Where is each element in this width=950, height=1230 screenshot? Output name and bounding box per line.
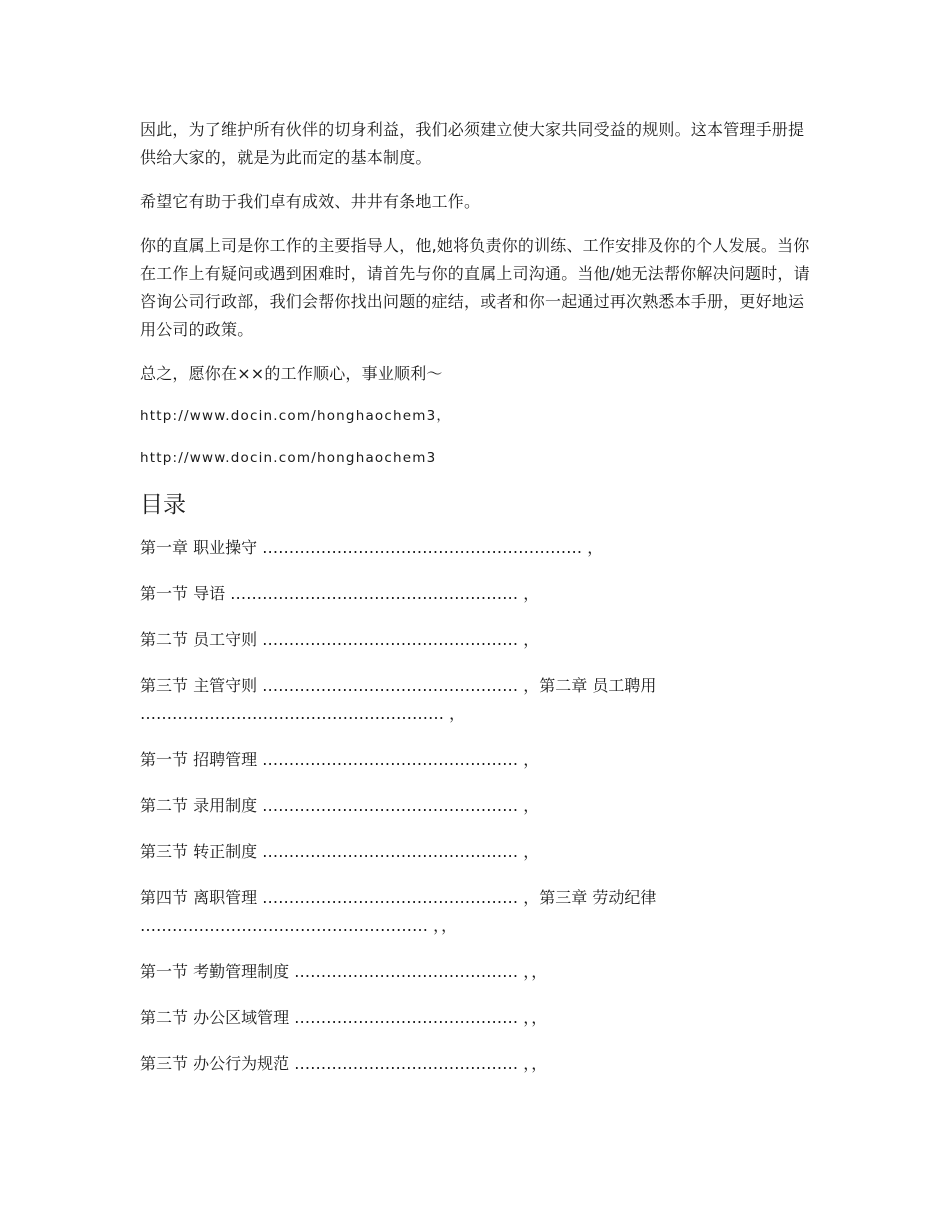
toc-entry: 第三节 主管守则 ………………………………………… ，第二章 员工聘用 ………………………………………………… ， [140,676,657,723]
toc-entry: 第三节 转正制度 ………………………………………… ， [140,842,540,861]
supervisor-paragraph: 你的直属上司是你工作的主要指导人，他,她将负责你的训练、工作安排及你的个人发展。当你在工作上有疑问或遇到困难时，请首先与你的直属上司沟通。当他/她无法帮你解决问题时，请咨询公司行政部，我们会帮你找出问题的症结，或者和你一起通过再次熟悉本手册，更好地运用公司的政策。 [140,236,810,339]
hope-paragraph: 希望它有助于我们卓有成效、井井有条地工作。 [140,192,481,211]
document-page [140,116,815,1096]
toc-entry: 第二节 办公区域管理 …………………………………… ，， [140,1008,548,1027]
closing-paragraph: 总之，愿你在××的工作顺心，事业顺利～ [140,364,443,383]
toc-list [140,534,815,1078]
toc-entry: 第二节 录用制度 ………………………………………… ， [140,796,540,815]
url-line: http://www.docin.com/honghaochem3 [140,450,437,466]
toc-entry: 第一章 职业操守 …………………………………………………… ， [140,538,604,557]
toc-entry: 第四节 离职管理 ………………………………………… ，第三章 劳动纪律 ……………………………………………… ，， [140,888,657,935]
toc-entry: 第一节 招聘管理 ………………………………………… ， [140,750,540,769]
intro-paragraph: 因此，为了维护所有伙伴的切身利益，我们必须建立使大家共同受益的规则。这本管理手册提供给大家的，就是为此而定的基本制度。 [140,120,805,167]
url-line: http://www.docin.com/honghaochem3， [140,408,452,424]
toc-title: 目录 [140,492,186,518]
toc-entry: 第二节 员工守则 ………………………………………… ， [140,630,540,649]
toc-entry: 第一节 考勤管理制度 …………………………………… ，， [140,962,548,981]
toc-entry: 第一节 导语 ……………………………………………… ， [140,584,540,603]
toc-entry: 第三节 办公行为规范 …………………………………… ，， [140,1054,548,1073]
